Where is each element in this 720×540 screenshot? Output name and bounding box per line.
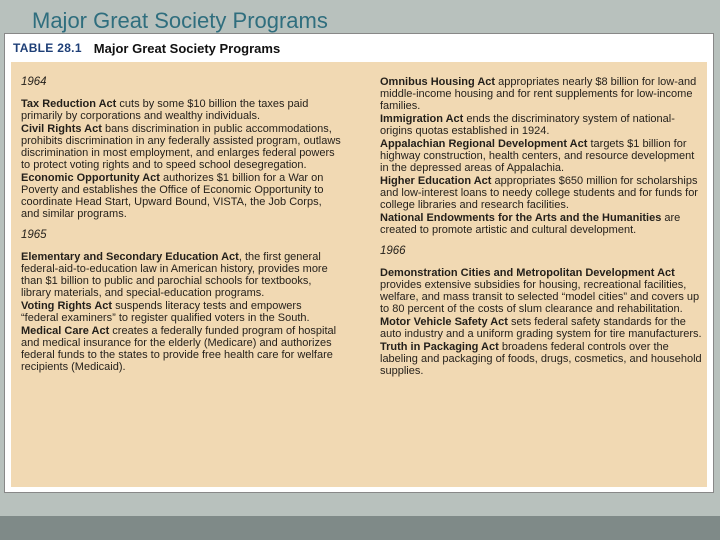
entry-name: Higher Education Act	[380, 175, 492, 187]
entry-name: Omnibus Housing Act	[380, 76, 496, 88]
entry-demonstration-cities-act	[380, 267, 705, 315]
entry-civil-rights-act	[21, 123, 341, 171]
entry-text: authorizes $1 billion for a War on Poverty and establishes the Office of Economic Opportunity to coordinate Head Start, Upward Bound, VISTA, the Job Corps, and similar programs.	[21, 172, 324, 220]
entry-name: Immigration Act	[380, 113, 464, 125]
year-heading-1964: 1964	[21, 76, 47, 88]
entry-text: provides extensive subsidies for housing, recreational facilities, welfare, and mass transit to selected “model cities” and covers up to 80 percent of the costs of slum clearance and rehabilitation.	[380, 279, 700, 315]
table-title: Major Great Society Programs	[93, 40, 281, 56]
table-header	[13, 39, 280, 57]
bottom-band	[0, 516, 720, 540]
entry-text: broadens federal controls over the labeling and packaging of foods, drugs, cosmetics, and household supplies.	[380, 341, 702, 377]
entry-text: appropriates $650 million for scholarships and low-interest loans to needy college students and for funds for college libraries and research facilities.	[380, 175, 698, 211]
entry-truth-in-packaging-act	[380, 341, 705, 377]
entry-elementary-secondary-education-act	[21, 251, 341, 299]
table-frame	[4, 33, 714, 493]
left-column	[21, 76, 341, 374]
entry-text: , the first general federal-aid-to-education law in American history, provides more than $1 billion to public and parochial schools for textbooks, library materials, and special-education programs.	[21, 251, 328, 299]
slide-title: Major Great Society Programs	[32, 8, 328, 33]
entry-name: Tax Reduction Act	[21, 98, 117, 110]
entry-name: Demonstration Cities and Metropolitan Development Act	[380, 267, 675, 279]
entry-text: suspends literacy tests and empowers “federal examiners” to register qualified voters in the South.	[21, 300, 310, 324]
entry-text: creates a federally funded program of hospital and medical insurance for the elderly (Medicare) and authorizes federal funds to the states to provide free health care for welfare recipients (Medicaid).	[21, 325, 337, 373]
entry-higher-education-act	[380, 175, 705, 211]
year-heading-1965: 1965	[21, 229, 47, 241]
entry-text: sets federal safety standards for the auto industry and a uniform grading system for tire manufacturers.	[380, 316, 702, 340]
entry-name: Elementary and Secondary Education Act	[21, 251, 239, 263]
entry-appalachian-regional-development-act	[380, 138, 705, 174]
year-heading-1966: 1966	[380, 245, 406, 257]
table-number: TABLE 28.1	[13, 41, 82, 55]
entry-national-endowments	[380, 212, 705, 236]
right-column	[380, 76, 705, 378]
entry-text: bans discrimination in public accommodations, prohibits discrimination in any federally assisted program, outlaws discrimination in most employment, and enlarges federal powers to protect voting rights and to speed school desegregation.	[21, 123, 341, 171]
entry-text: cuts by some $10 billion the taxes paid primarily by corporations and wealthy individuals.	[21, 98, 309, 122]
entry-omnibus-housing-act	[380, 76, 705, 112]
entry-name: Truth in Packaging Act	[380, 341, 499, 353]
entry-name: Voting Rights Act	[21, 300, 113, 312]
entry-economic-opportunity-act	[21, 172, 341, 220]
entry-name: Economic Opportunity Act	[21, 172, 160, 184]
entry-name: Appalachian Regional Development Act	[380, 138, 588, 150]
table-body	[11, 62, 707, 487]
entry-text: targets $1 billion for highway construction, health centers, and resource development in the depressed areas of Appalachia.	[380, 138, 695, 174]
entry-name: Medical Care Act	[21, 325, 110, 337]
entry-name: Civil Rights Act	[21, 123, 102, 135]
entry-medical-care-act	[21, 325, 341, 373]
entry-motor-vehicle-safety-act	[380, 316, 705, 340]
entry-immigration-act	[380, 113, 705, 137]
entry-text: appropriates nearly $8 billion for low-and middle-income housing and for rent supplements for low-income families.	[380, 76, 697, 112]
entry-name: National Endowments for the Arts and the Humanities	[380, 212, 662, 224]
entry-text: are created to promote artistic and cultural development.	[380, 212, 681, 236]
entry-voting-rights-act	[21, 300, 341, 324]
entry-tax-reduction-act	[21, 98, 341, 122]
entry-name: Motor Vehicle Safety Act	[380, 316, 508, 328]
entry-text: ends the discriminatory system of national-origins quotas established in 1924.	[380, 113, 675, 137]
